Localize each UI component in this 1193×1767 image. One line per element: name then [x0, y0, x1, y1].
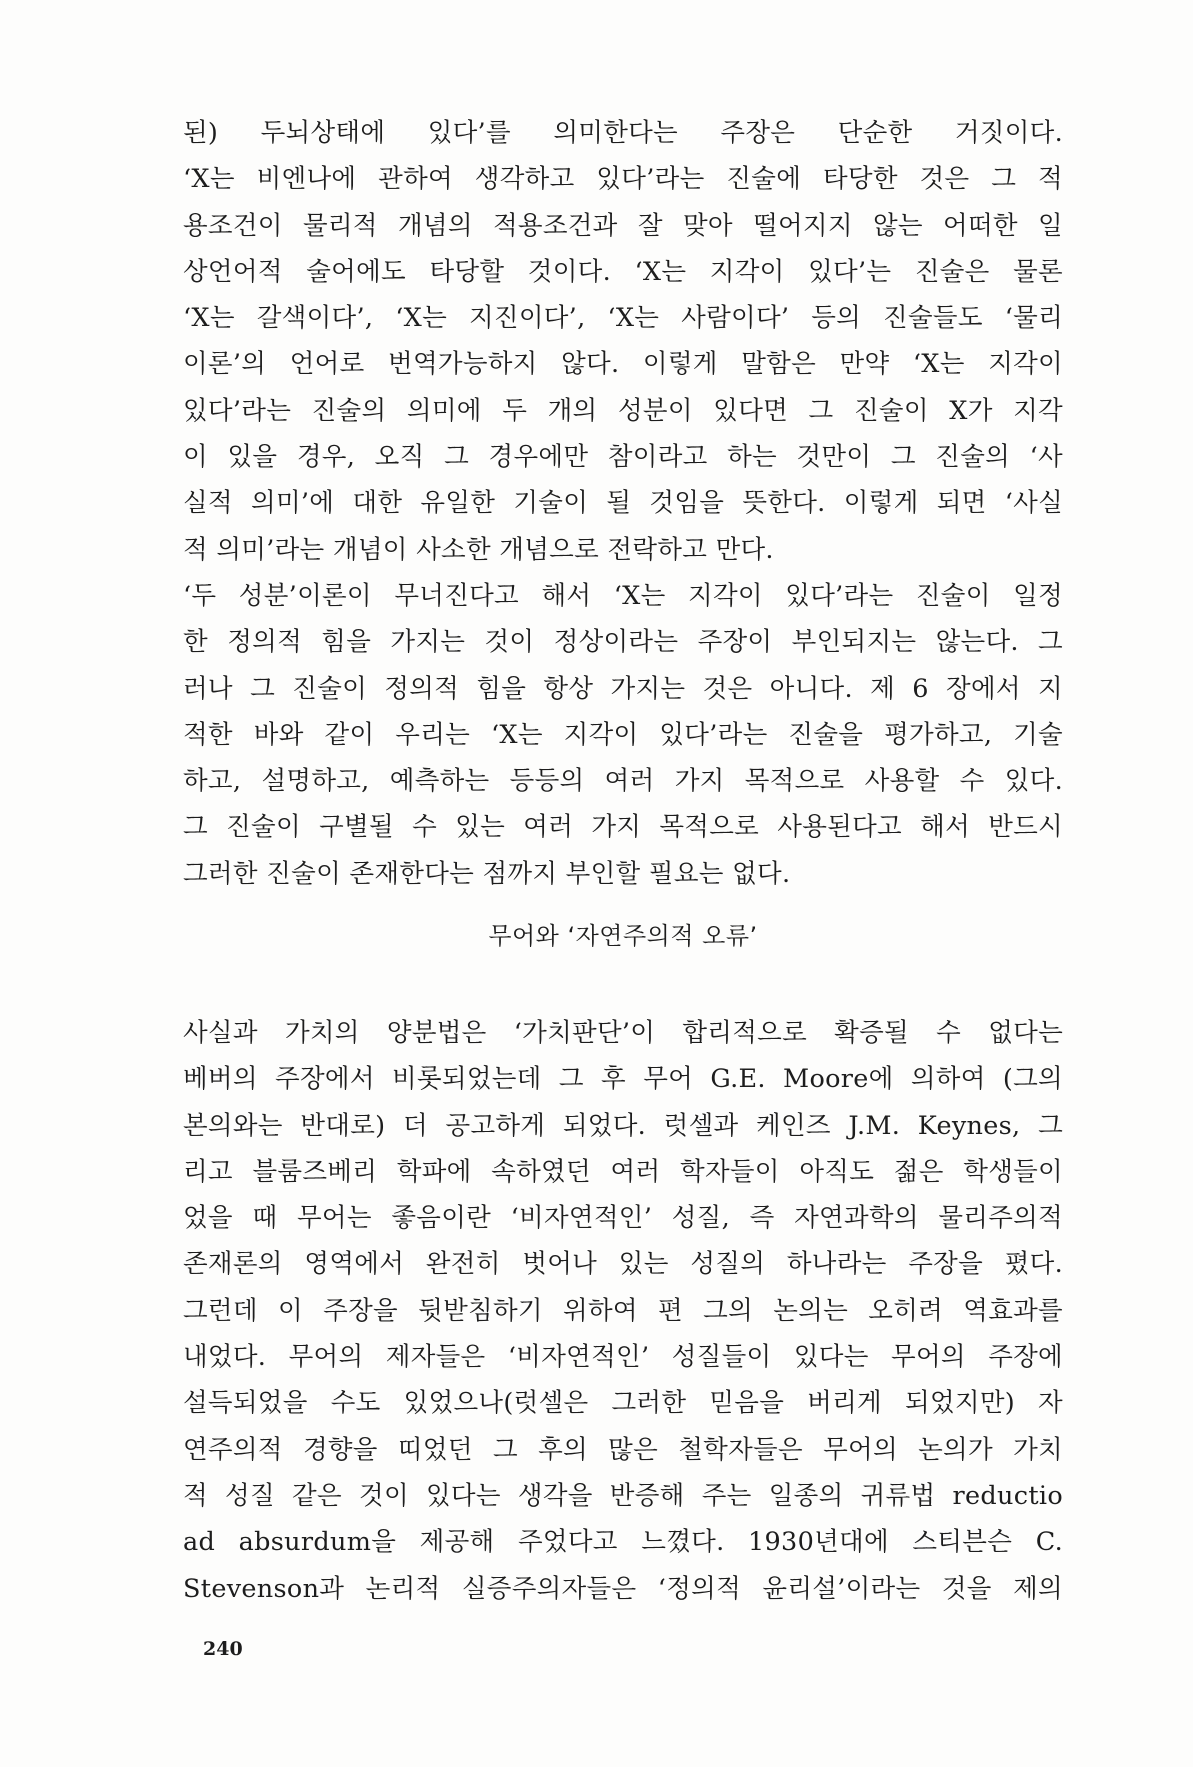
text-line: 적한 바와 같이 우리는 ‘X는 지각이 있다’라는 진술을 평가하고, 기술	[183, 719, 1063, 750]
body-text-upper	[183, 110, 1063, 897]
text-line: 본의와는 반대로) 더 공고하게 되었다. 럿셀과 케인즈 J.M. Keynes, 그	[183, 1110, 1063, 1141]
text-line: 한 정의적 힘을 가지는 것이 정상이라는 주장이 부인되지는 않는다. 그	[183, 627, 1063, 658]
text-line: 베버의 주장에서 비롯되었는데 그 후 무어 G.E. Moore에 의하여 (그의	[183, 1064, 1063, 1095]
text-line: 리고 블룸즈베리 학파에 속하였던 여러 학자들이 아직도 젊은 학생들이	[183, 1156, 1063, 1187]
page-number: 240	[203, 1638, 243, 1660]
text-line: 된) 두뇌상태에 있다’를 의미한다는 주장은 단순한 거짓이다.	[183, 118, 1063, 148]
text-line: 그런데 이 주장을 뒷받침하기 위하여 편 그의 논의는 오히려 역효과를	[183, 1295, 1063, 1326]
text-line: 적 의미’라는 개념이 사소한 개념으로 전락하고 만다.	[183, 534, 774, 565]
section-heading: 무어와 ‘자연주의적 오류’	[488, 922, 758, 950]
text-line: 설득되었을 수도 있었으나(럿셀은 그러한 믿음을 버리게 되었지만) 자	[183, 1388, 1063, 1419]
text-line: 하고, 설명하고, 예측하는 등등의 여러 가지 목적으로 사용할 수 있다.	[183, 766, 1063, 797]
text-line: 내었다. 무어의 제자들은 ‘비자연적인’ 성질들이 있다는 무어의 주장에	[183, 1342, 1063, 1373]
text-line: 이론’의 언어로 번역가능하지 않다. 이렇게 말함은 만약 ‘X는 지각이	[183, 349, 1063, 380]
text-line: ‘X는 갈색이다’, ‘X는 지진이다’, ‘X는 사람이다’ 등의 진술들도 ‘물리	[183, 303, 1063, 334]
text-line: ‘두 성분’이론이 무너진다고 해서 ‘X는 지각이 있다’라는 진술이 일정	[183, 580, 1063, 611]
text-line: 러나 그 진술이 정의적 힘을 항상 가지는 것은 아니다. 제 6 장에서 지	[183, 673, 1063, 704]
text-line: 사실과 가치의 양분법은 ‘가치판단’이 합리적으로 확증될 수 없다는	[183, 1018, 1063, 1048]
text-line: 그러한 진술이 존재한다는 점까지 부인할 필요는 없다.	[183, 858, 791, 889]
text-line: Stevenson과 논리적 실증주의자들은 ‘정의적 윤리설’이라는 것을 제의	[183, 1573, 1063, 1604]
text-line: 연주의적 경향을 띠었던 그 후의 많은 철학자들은 무어의 논의가 가치	[183, 1434, 1063, 1465]
body-text-lower	[183, 1010, 1063, 1612]
text-line: 존재론의 영역에서 완전히 벗어나 있는 성질의 하나라는 주장을 폈다.	[183, 1249, 1063, 1280]
text-line: 적 성질 같은 것이 있다는 생각을 반증해 주는 일종의 귀류법 reductio	[183, 1480, 1063, 1511]
text-line: 있다’라는 진술의 의미에 두 개의 성분이 있다면 그 진술이 X가 지각	[183, 395, 1063, 426]
text-line: 상언어적 술어에도 타당할 것이다. ‘X는 지각이 있다’는 진술은 물론	[183, 256, 1063, 287]
text-line: 이 있을 경우, 오직 그 경우에만 참이라고 하는 것만이 그 진술의 ‘사	[183, 442, 1063, 473]
text-line: 그 진술이 구별될 수 있는 여러 가지 목적으로 사용된다고 해서 반드시	[183, 812, 1063, 843]
text-line: 실적 의미’에 대한 유일한 기술이 될 것임을 뜻한다. 이렇게 되면 ‘사실	[183, 488, 1063, 519]
text-line: 용조건이 물리적 개념의 적용조건과 잘 맞아 떨어지지 않는 어떠한 일	[183, 210, 1063, 241]
text-line: ad absurdum을 제공해 주었다고 느꼈다. 1930년대에 스티븐슨 C.	[183, 1527, 1063, 1558]
text-line: ‘X는 비엔나에 관하여 생각하고 있다’라는 진술에 타당한 것은 그 적	[183, 164, 1063, 195]
text-line: 었을 때 무어는 좋음이란 ‘비자연적인’ 성질, 즉 자연과학의 물리주의적	[183, 1203, 1063, 1234]
